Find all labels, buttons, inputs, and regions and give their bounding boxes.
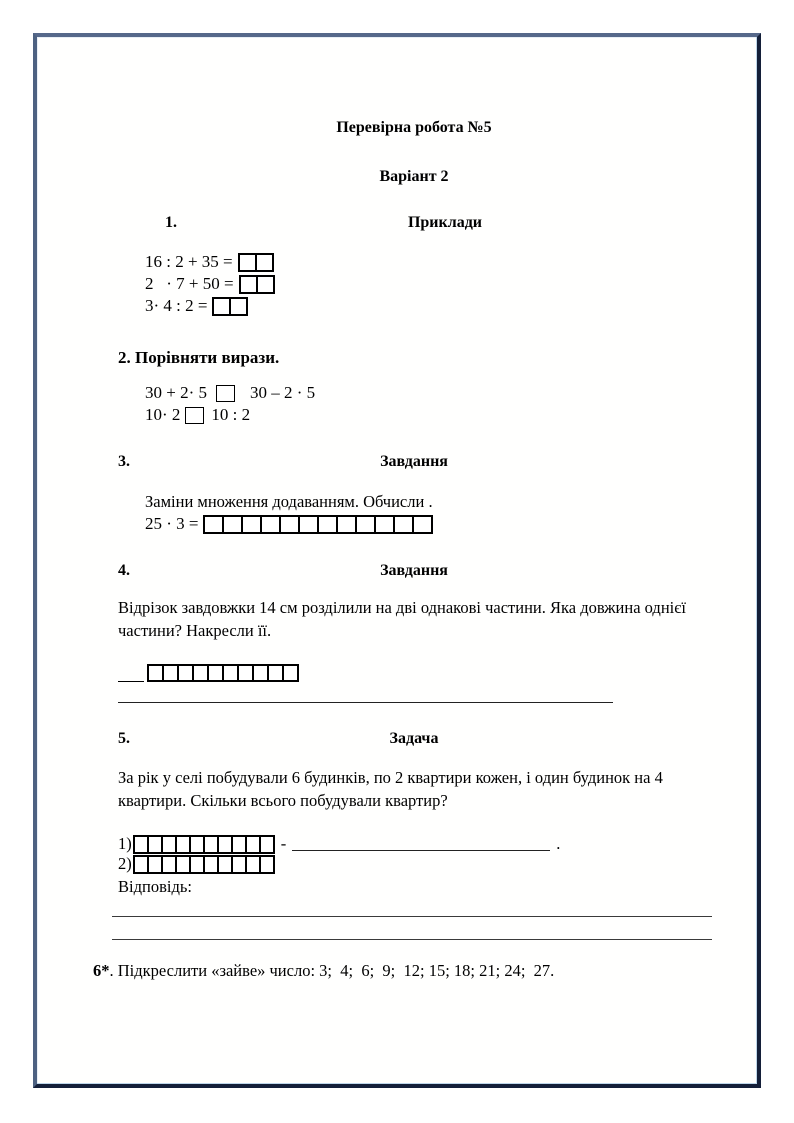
bonus-task-text: . Підкреслити «зайве» число: 3; 4; 6; 9; 12; 15; 18; 21; 24; 27. (109, 961, 555, 980)
multiplication-equation: 25 · 3 = (145, 514, 199, 533)
comparison-row-1 (145, 382, 710, 404)
solution-step-2 (118, 854, 710, 874)
equation-row-3 (145, 295, 710, 317)
section-1-title: Приклади (407, 214, 483, 231)
examples-block (118, 251, 710, 317)
blank-underscore (118, 668, 144, 682)
answer-box (412, 515, 433, 534)
equation-3-answer-boxes (212, 297, 248, 316)
comparison-1-right: 30 – 2 · 5 (250, 383, 316, 402)
page-border-frame (33, 33, 761, 1088)
answer-box (229, 297, 248, 316)
comparison-2-sign-box (185, 407, 204, 424)
variant-label: Варіант 2 (379, 168, 449, 185)
answer-box (260, 515, 281, 534)
equation-1-text: 16 : 2 + 35 = (145, 252, 233, 271)
segment-row (118, 662, 710, 682)
equation-row-2 (145, 273, 710, 295)
answer-box (374, 515, 395, 534)
step-2-boxes (133, 855, 275, 874)
solution-step-1 (118, 834, 710, 854)
section-1-header (118, 212, 710, 234)
step-1-period: . (556, 834, 561, 853)
section-2-heading: 2. Порівняти вирази. (118, 348, 280, 367)
section-3-header (118, 451, 710, 473)
section-3-title: Завдання (380, 453, 448, 470)
comparison-2-right: 10 : 2 (211, 405, 251, 424)
answer-box (317, 515, 338, 534)
comparison-1-left: 30 + 2· 5 (145, 383, 207, 402)
answer-box (241, 515, 262, 534)
step-1-label: 1) (118, 834, 132, 853)
section-5-title: Задача (389, 730, 439, 747)
section-3-number: 3. (118, 453, 130, 470)
answer-box (256, 275, 275, 294)
answer-box (222, 515, 243, 534)
answer-box (255, 253, 274, 272)
section-5-header (118, 728, 710, 750)
bonus-task-label: 6* (93, 961, 110, 980)
bonus-task (93, 960, 710, 982)
comparison-block (118, 382, 710, 426)
section-1-number: 1. (165, 214, 177, 231)
step-2-label: 2) (118, 854, 132, 873)
answer-box (279, 515, 300, 534)
section-5-number: 5. (118, 730, 130, 747)
segment-boxes (147, 664, 299, 682)
answer-box (259, 855, 275, 874)
section-5-text: За рік у селі побудували 6 будинків, по 2 квартири кожен, і один будинок на 4 квартири. Скільки всього побудували квартир? (118, 768, 663, 810)
equation-2-text: 2 · 7 + 50 = (145, 274, 234, 293)
section-3-instruction: Заміни множення додаванням. Обчисли . (145, 492, 433, 511)
step-1-dash: - (280, 834, 287, 853)
answer-box (282, 664, 299, 682)
writing-line-1 (112, 898, 712, 917)
section-4-header (118, 560, 710, 582)
worksheet-content (37, 37, 757, 1084)
answer-box (259, 835, 275, 854)
section-4-title: Завдання (380, 562, 448, 579)
equation-2-answer-boxes (239, 275, 275, 294)
equation-3-text: 3· 4 : 2 = (145, 296, 208, 315)
section-4-text: Відрізок завдовжки 14 см розділили на дві однакові частини. Яка довжина однієї частини? Накресли її. (118, 598, 686, 640)
comparison-row-2 (145, 404, 710, 426)
multiplication-row (145, 513, 710, 535)
answer-box (393, 515, 414, 534)
answer-box (336, 515, 357, 534)
comparison-2-left: 10· 2 (145, 405, 181, 424)
step-1-boxes (133, 835, 275, 854)
answer-box (355, 515, 376, 534)
worksheet-title: Перевірна робота №5 (336, 119, 492, 136)
answer-box (298, 515, 319, 534)
answer-box (203, 515, 224, 534)
equation-row-1 (145, 251, 710, 273)
multiplication-answer-boxes (203, 515, 433, 534)
drawing-line (118, 684, 613, 703)
comparison-1-sign-box (216, 385, 235, 402)
equation-1-answer-boxes (238, 253, 274, 272)
writing-line-2 (112, 917, 712, 940)
step-1-answer-line (292, 837, 550, 851)
section-4-number: 4. (118, 562, 130, 579)
answer-label: Відповідь: (118, 877, 192, 896)
